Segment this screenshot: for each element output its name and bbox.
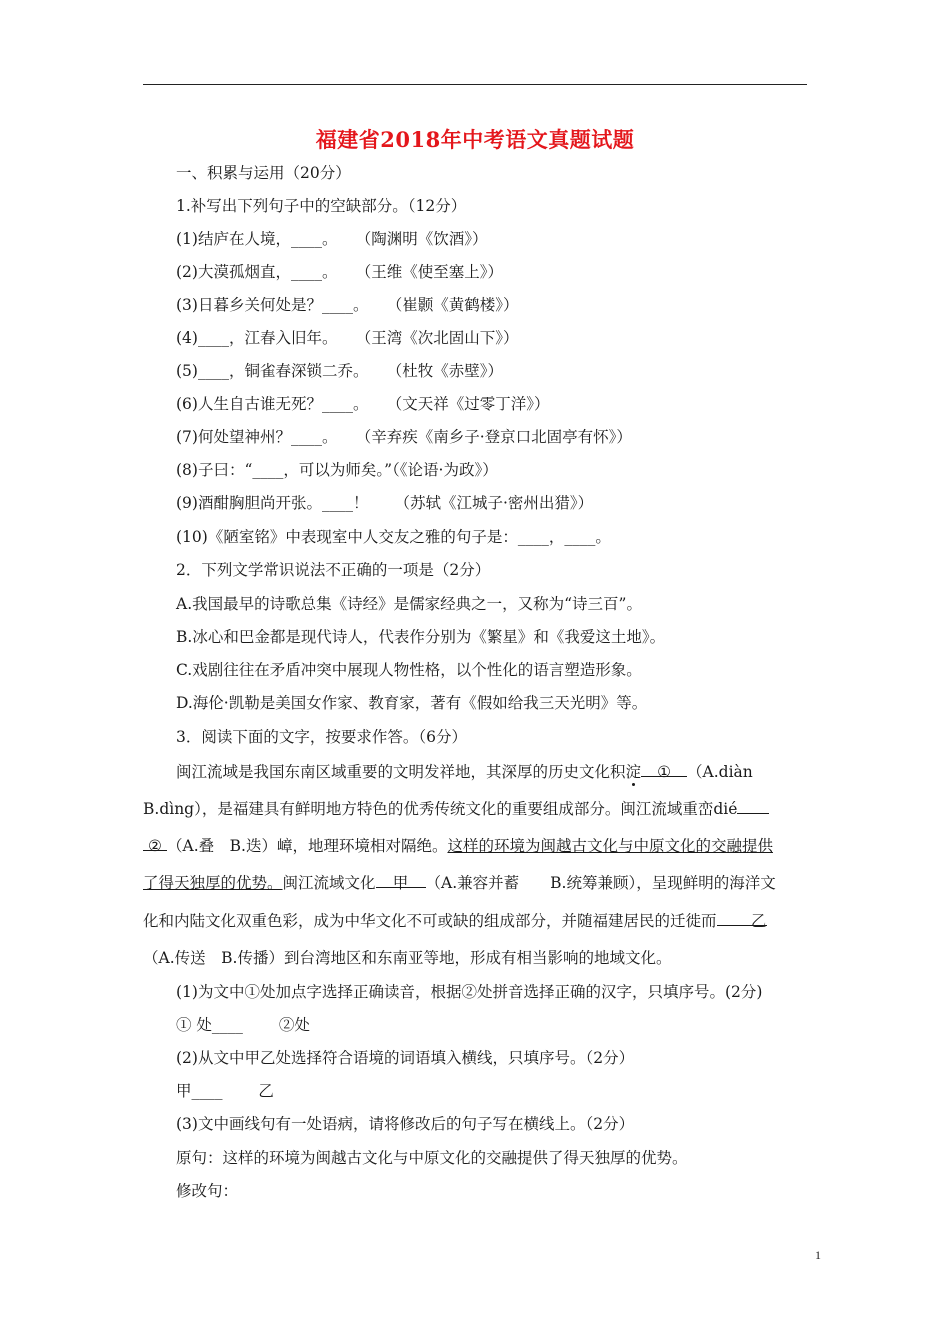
q2-option-c: C.戏剧往往在矛盾冲突中展现人物性格，以个性化的语言塑造形象。 — [176, 661, 642, 679]
blank-yi: 乙 — [717, 911, 767, 926]
question-1-stem: 1.补写出下列句子中的空缺部分。（12分） — [176, 197, 467, 215]
q1-item: (10)《陋室铭》中表现室中人交友之雅的句子是：____，____。 — [176, 528, 611, 546]
q3-sub3: (3)文中画线句有一处语病，请将修改后的句子写在横线上。（2分） — [176, 1115, 635, 1133]
q1-item: (4)____，江春入旧年。 （王湾《次北固山下》） — [176, 329, 519, 347]
q2-option-b: B.冰心和巴金都是现代诗人，代表作分别为《繁星》和《我爱这土地》。 — [176, 628, 666, 646]
underlined-sentence-end: 了得天独厚的优势。 — [143, 874, 283, 892]
section-heading: 一、积累与运用（20分） — [176, 164, 351, 182]
q1-item: (2)大漠孤烟直，____。 （王维《使至塞上》） — [176, 263, 503, 281]
page-number: 1 — [815, 1248, 821, 1262]
dotted-char: 淀 — [625, 763, 642, 781]
header-rule — [143, 84, 807, 85]
blank-jia: 甲 — [376, 873, 426, 888]
q3-sub1-answer: ① 处____ ②处 — [176, 1016, 310, 1034]
q1-item: (7)何处望神州？____。 （辛弃疾《南乡子·登京口北固亭有怀》） — [176, 428, 632, 446]
q1-item: (8)子曰：“____，可以为师矣。”（《论语·为政》） — [176, 461, 498, 479]
q2-option-d: D.海伦·凯勒是美国女作家、教育家，著有《假如给我三天光明》等。 — [176, 694, 648, 712]
q1-item: (9)酒酣胸胆尚开张。____！ （苏轼《江城子·密州出猎》） — [176, 494, 594, 512]
document-title: 福建省2018年中考语文真题试题 — [315, 127, 635, 152]
q3-sub2: (2)从文中甲乙处选择符合语境的词语填入横线，只填序号。（2分） — [176, 1049, 635, 1067]
blank-1: ① — [641, 762, 687, 777]
underlined-sentence: 这样的环境为闽越古文化与中原文化的交融提供 — [447, 837, 773, 855]
q3-revised-label: 修改句： — [176, 1182, 239, 1200]
q2-option-a: A.我国最早的诗歌总集《诗经》是儒家经典之一，又称为“诗三百”。 — [176, 595, 642, 613]
q3-original-sentence: 原句：这样的环境为闽越古文化与中原文化的交融提供了得天独厚的优势。 — [176, 1149, 688, 1167]
q3-sub1: (1)为文中①处加点字选择正确读音，根据②处拼音选择正确的汉字，只填序号。(2分) — [176, 983, 763, 1001]
question-2-stem: 2．下列文学常识说法不正确的一项是（2分） — [176, 561, 491, 579]
blank-2: ② — [143, 836, 167, 851]
q3-sub2-answer: 甲____ 乙 — [176, 1082, 274, 1100]
passage-line: ② （A.叠 B.迭）嶂，地理环境相对隔绝。这样的环境为闽越古文化与中原文化的交融提供 — [143, 836, 807, 856]
q1-item: (5)____，铜雀春深锁二乔。 （杜牧《赤壁》） — [176, 362, 503, 380]
passage-line: B.dìng），是福建具有鲜明地方特色的优秀传统文化的重要组成部分。闽江流域重峦dié — [143, 799, 807, 819]
passage-line: 闽江流域是我国东南区域重要的文明发祥地，其深厚的历史文化积淀 ① （A.diàn — [176, 763, 753, 781]
question-3-stem: 3．阅读下面的文字，按要求作答。（6分） — [176, 728, 467, 746]
q1-item: (6)人生自古谁无死？____。 （文天祥《过零丁洋》） — [176, 395, 550, 413]
passage-line: （A.传送 B.传播）到台湾地区和东南亚等地，形成有相当影响的地域文化。 — [143, 949, 672, 967]
q1-item: (1)结庐在人境，____。 （陶渊明《饮酒》） — [176, 230, 488, 248]
q1-item: (3)日暮乡关何处是？____。 （崔颢《黄鹤楼》） — [176, 296, 519, 314]
passage-line: 化和内陆文化双重色彩，成为中华文化不可或缺的组成部分，并随福建居民的迁徙而 乙 — [143, 912, 767, 930]
passage-line: 了得天独厚的优势。闽江流域文化 甲 （A.兼容并蓄 B.统筹兼顾），呈现鲜明的海洋文 — [143, 874, 776, 892]
blank-2-top — [737, 799, 769, 814]
